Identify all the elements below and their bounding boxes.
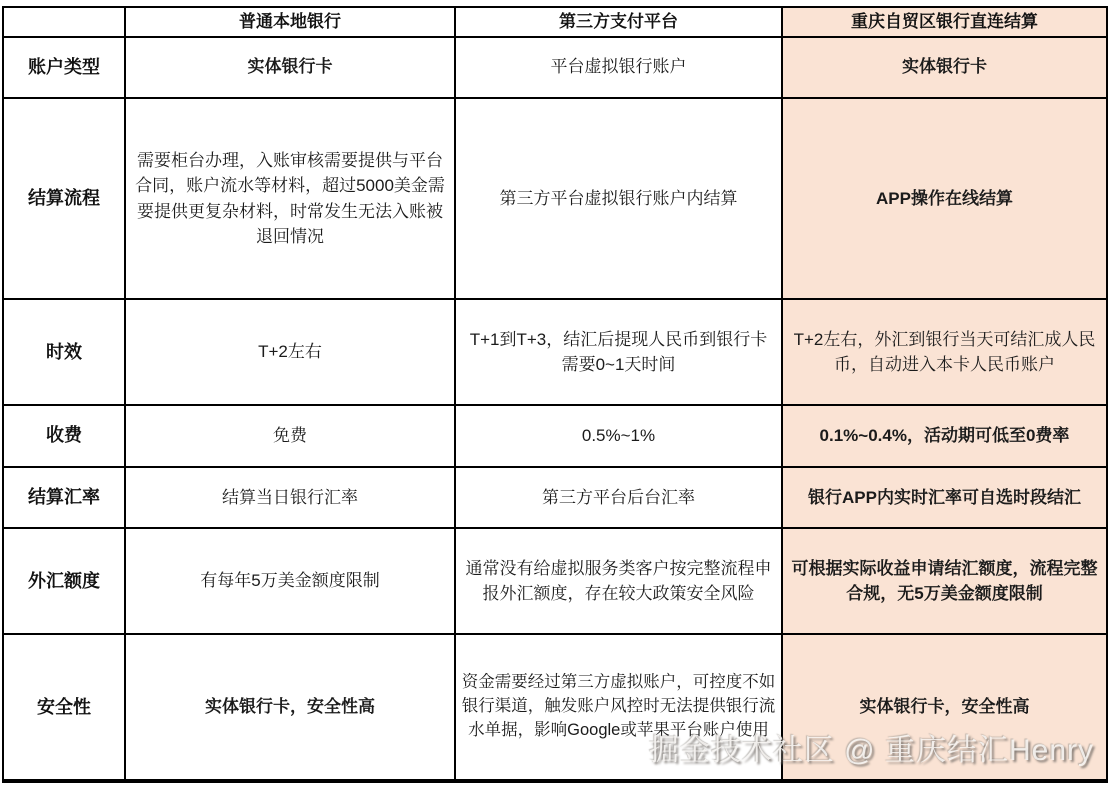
cell-settlement-process-cq-direct: APP操作在线结算 xyxy=(782,98,1107,299)
row-label-security: 安全性 xyxy=(3,634,125,781)
row-label-account-type: 账户类型 xyxy=(3,37,125,98)
cell-fx-quota-third-party: 通常没有给虚拟服务类客户按完整流程申报外汇额度，存在较大政策安全风险 xyxy=(455,528,782,634)
col-header-cq-direct: 重庆自贸区银行直连结算 xyxy=(782,7,1107,37)
cell-settlement-process-third-party: 第三方平台虚拟银行账户内结算 xyxy=(455,98,782,299)
row-label-exchange-rate: 结算汇率 xyxy=(3,467,125,528)
row-label-timeliness: 时效 xyxy=(3,299,125,405)
cell-account-type-cq-direct: 实体银行卡 xyxy=(782,37,1107,98)
table-row-fx-quota xyxy=(3,528,1107,634)
cell-account-type-local-bank: 实体银行卡 xyxy=(125,37,455,98)
row-label-fees: 收费 xyxy=(3,405,125,466)
col-header-local-bank: 普通本地银行 xyxy=(125,7,455,37)
cell-account-type-third-party: 平台虚拟银行账户 xyxy=(455,37,782,98)
table-row-timeliness xyxy=(3,299,1107,405)
row-label-settlement-process: 结算流程 xyxy=(3,98,125,299)
cell-security-local-bank: 实体银行卡，安全性高 xyxy=(125,634,455,781)
table-row-security xyxy=(3,634,1107,781)
cell-timeliness-cq-direct: T+2左右，外汇到银行当天可结汇成人民币，自动进入本卡人民币账户 xyxy=(782,299,1107,405)
cell-security-cq-direct: 实体银行卡，安全性高 xyxy=(782,634,1107,781)
cell-timeliness-local-bank: T+2左右 xyxy=(125,299,455,405)
col-header-third-party: 第三方支付平台 xyxy=(455,7,782,37)
cell-fees-local-bank: 免费 xyxy=(125,405,455,466)
cell-timeliness-third-party: T+1到T+3，结汇后提现人民币到银行卡需要0~1天时间 xyxy=(455,299,782,405)
cell-security-third-party: 资金需要经过第三方虚拟账户，可控度不如银行渠道，触发账户风控时无法提供银行流水单据，影响Google或苹果平台账户使用 xyxy=(455,634,782,781)
cell-exchange-rate-third-party: 第三方平台后台汇率 xyxy=(455,467,782,528)
corner-cell xyxy=(3,7,125,37)
settlement-comparison-table xyxy=(2,6,1108,783)
table-row-exchange-rate xyxy=(3,467,1107,528)
watermark-text: 掘金技术社区 @ 重庆结汇Henry xyxy=(648,734,1094,767)
cell-exchange-rate-local-bank: 结算当日银行汇率 xyxy=(125,467,455,528)
row-label-fx-quota: 外汇额度 xyxy=(3,528,125,634)
cell-fx-quota-local-bank: 有每年5万美金额度限制 xyxy=(125,528,455,634)
table-row-settlement-process xyxy=(3,98,1107,299)
table-row-account-type xyxy=(3,37,1107,98)
cell-exchange-rate-cq-direct: 银行APP内实时汇率可自选时段结汇 xyxy=(782,467,1107,528)
cell-settlement-process-local-bank: 需要柜台办理，入账审核需要提供与平台合同，账户流水等材料，超过5000美金需要提供更复杂材料，时常发生无法入账被退回情况 xyxy=(125,98,455,299)
cell-fees-third-party: 0.5%~1% xyxy=(455,405,782,466)
table-row-fees xyxy=(3,405,1107,466)
header-row xyxy=(3,7,1107,37)
cell-fx-quota-cq-direct: 可根据实际收益申请结汇额度，流程完整合规，无5万美金额度限制 xyxy=(782,528,1107,634)
cell-fees-cq-direct: 0.1%~0.4%，活动期可低至0费率 xyxy=(782,405,1107,466)
